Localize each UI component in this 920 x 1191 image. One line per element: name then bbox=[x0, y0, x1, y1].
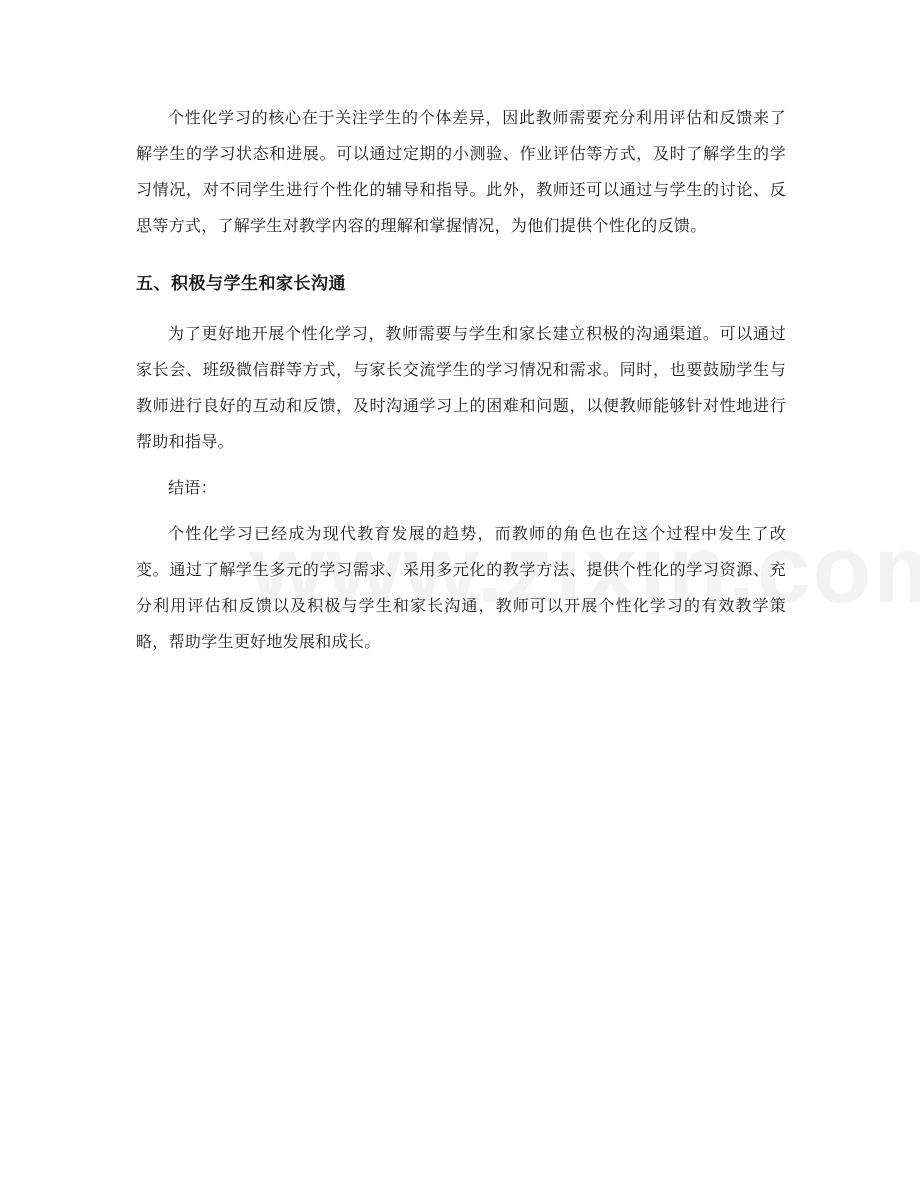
paragraph-conclusion: 个性化学习已经成为现代教育发展的趋势，而教师的角色也在这个过程中发生了改变。通过了解学生多元的学习需求、采用多元化的教学方法、提供个性化的学习资源、充分利用评估和反馈以及积极与学生和家长沟通，教师可以开展个性化学习的有效教学策略，帮助学生更好地发展和成长。 bbox=[136, 524, 786, 651]
conclusion-label: 结语： bbox=[168, 478, 217, 497]
document-body bbox=[136, 100, 786, 660]
paragraph-feedback: 个性化学习的核心在于关注学生的个体差异，因此教师需要充分利用评估和反馈来了解学生的学习状态和进展。可以通过定期的小测验、作业评估等方式，及时了解学生的学习情况，对不同学生进行个性化的辅导和指导。此外，教师还可以通过与学生的讨论、反思等方式，了解学生对教学内容的理解和掌握情况，为他们提供个性化的反馈。 bbox=[136, 108, 786, 235]
section-heading-communication: 五、积极与学生和家长沟通 bbox=[136, 274, 346, 294]
paragraph-communication: 为了更好地开展个性化学习，教师需要与学生和家长建立积极的沟通渠道。可以通过家长会、班级微信群等方式，与家长交流学生的学习情况和需求。同时，也要鼓励学生与教师进行良好的互动和反馈，及时沟通学习上的困难和问题，以便教师能够针对性地进行帮助和指导。 bbox=[136, 324, 786, 451]
